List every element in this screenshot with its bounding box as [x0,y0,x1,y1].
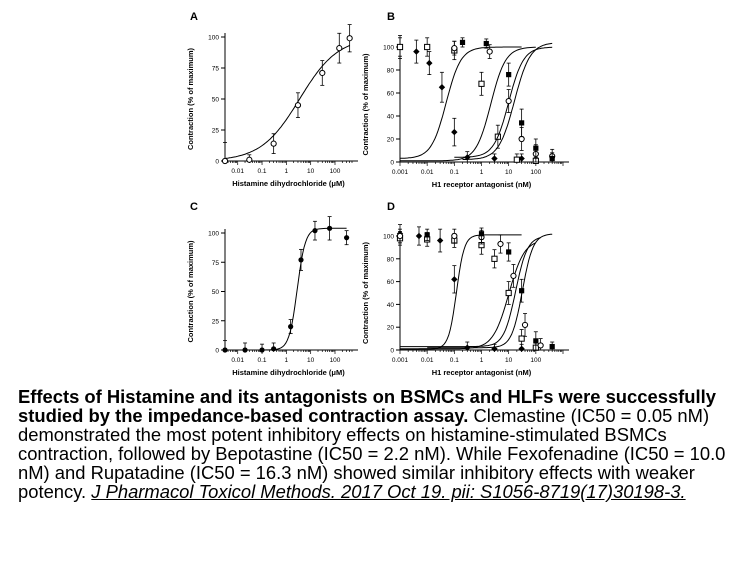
y-tick-label: 60 [386,90,394,98]
data-point [519,136,524,141]
panel-b [361,11,569,189]
x-tick-label: 100 [530,357,542,364]
x-tick-label: 0.1 [449,169,459,176]
x-tick-label: 1 [479,169,484,176]
data-point [498,241,503,246]
data-point [426,60,432,66]
data-point [312,228,317,233]
y-axis-title: Contraction (% of maximum) [361,241,370,345]
data-point [550,344,555,349]
series-1 [397,225,525,352]
series-1 [222,217,349,353]
y-axis-title: Contraction (% of maximum) [186,47,195,151]
y-tick-label: 100 [208,34,219,42]
data-point [397,233,402,238]
data-point [247,157,252,162]
series-3 [452,41,555,162]
x-tick-label: 10 [505,357,513,364]
panel-c [186,201,358,377]
x-tick-label: 1 [479,357,484,364]
data-point [337,46,342,51]
y-tick-label: 20 [386,136,394,144]
data-point [479,81,484,86]
x-tick-label: 0.1 [257,357,267,364]
data-point [452,46,457,51]
data-point [519,288,524,293]
y-tick-label: 100 [208,230,219,238]
y-tick-label: 0 [390,159,394,167]
x-tick-label: 100 [530,169,542,176]
x-axis-title: H1 receptor antagonist (nM) [431,368,532,377]
y-tick-label: 0 [215,158,219,166]
x-tick-label: 1 [284,168,289,175]
citation-link[interactable]: J Pharmacol Toxicol Methods. 2017 Oct 19. pii: S1056-8719(17)30198-3. [91,481,686,502]
data-point [460,40,465,45]
x-tick-label: 0.01 [420,357,434,364]
data-point [506,98,511,103]
x-tick-label: 0.1 [257,168,267,175]
y-tick-label: 75 [211,259,219,267]
data-point [484,41,489,46]
panel-label: B [387,11,395,23]
data-point [452,233,457,238]
data-point [451,276,457,282]
fit-curve [427,234,552,348]
data-point [413,48,419,54]
data-point [344,235,349,240]
data-point [425,44,430,49]
panel-label: C [190,201,198,213]
data-point [416,233,422,239]
y-tick-label: 80 [386,67,394,75]
y-axis-title: Contraction (% of maximum) [361,53,370,156]
data-point [222,347,227,352]
y-tick-label: 20 [386,324,394,332]
y-tick-label: 0 [215,347,219,355]
data-point [533,338,538,343]
fit-curve [225,46,350,159]
data-point [511,273,516,278]
data-point [271,346,276,351]
caption-body: Clemastine (IC50 = 0.05 nM) demonstrated the most potent inhibitory effects on histamine-stimulated BSMCs contraction, followed by Bepotastine (IC50 = 2.2 nM). While Fexofenadine (IC50 = 10.0 nM) and Rupatadine (IC50 = 16.3 nM) showed similar inhibitory effects with weaker potency. [18,405,726,502]
x-tick-label: 0.001 [391,357,409,364]
data-point [439,84,445,90]
data-point [298,257,303,262]
panel-label: A [190,11,198,23]
data-point [327,226,332,231]
y-tick-label: 60 [386,279,394,287]
series-2 [397,38,538,164]
x-tick-label: 0.1 [449,357,459,364]
fit-curve [400,47,536,161]
panel-d [361,201,569,377]
y-tick-label: 80 [386,256,394,264]
caption-title: Effects of Histamine and its antagonists on BSMCs and HLFs were successfully studied by the impedance-based contraction assay. [18,386,716,426]
data-point [491,155,497,161]
series-1 [397,36,525,163]
x-tick-label: 100 [329,168,341,175]
data-point [295,103,300,108]
data-point [347,36,352,41]
x-axis-title: H1 receptor antagonist (nM) [431,180,532,189]
data-point [288,324,293,329]
y-tick-label: 40 [386,113,394,121]
y-tick-label: 0 [390,347,394,355]
data-point [506,290,511,295]
x-tick-label: 1 [284,357,289,364]
x-axis-title: Histamine dihydrochloride (μM) [232,179,345,188]
series-4 [425,228,555,350]
data-point [550,156,555,161]
data-point [506,249,511,254]
x-tick-label: 0.01 [231,357,245,364]
y-tick-label: 25 [211,318,219,326]
data-point [397,44,402,49]
fit-curve [400,243,536,349]
x-tick-label: 0.01 [420,169,434,176]
data-point [271,141,276,146]
data-point [320,70,325,75]
y-axis-title: Contraction (% of maximum) [186,240,195,343]
panel-a [186,11,358,188]
x-tick-label: 0.01 [231,168,245,175]
data-point [479,231,484,236]
y-tick-label: 40 [386,301,394,309]
data-point [519,120,524,125]
data-point [437,237,443,243]
data-point [242,347,247,352]
data-point [533,146,538,151]
data-point [538,343,543,348]
x-tick-label: 10 [307,168,315,175]
y-tick-label: 50 [211,289,219,296]
x-tick-label: 10 [307,357,315,364]
x-axis-title: Histamine dihydrochloride (μM) [232,368,345,377]
y-tick-label: 100 [383,44,394,52]
panel-label: D [387,201,395,213]
x-tick-label: 100 [329,357,341,364]
data-point [451,129,457,135]
series-2 [397,231,538,350]
data-point [492,256,497,261]
x-tick-label: 10 [505,169,513,176]
x-tick-label: 0.001 [391,169,409,176]
y-tick-label: 75 [211,65,219,73]
fit-curve [400,235,522,349]
y-tick-label: 25 [211,127,219,135]
fit-curve [225,228,347,350]
data-point [506,72,511,77]
y-tick-label: 100 [383,233,394,241]
figure-caption [18,387,748,501]
data-point [522,322,527,327]
data-point [487,49,492,54]
series-1 [222,25,352,164]
data-point [519,336,524,341]
data-point [514,157,519,162]
data-point [222,158,227,163]
y-tick-label: 50 [211,96,219,104]
data-point [425,232,430,237]
data-point [259,347,264,352]
